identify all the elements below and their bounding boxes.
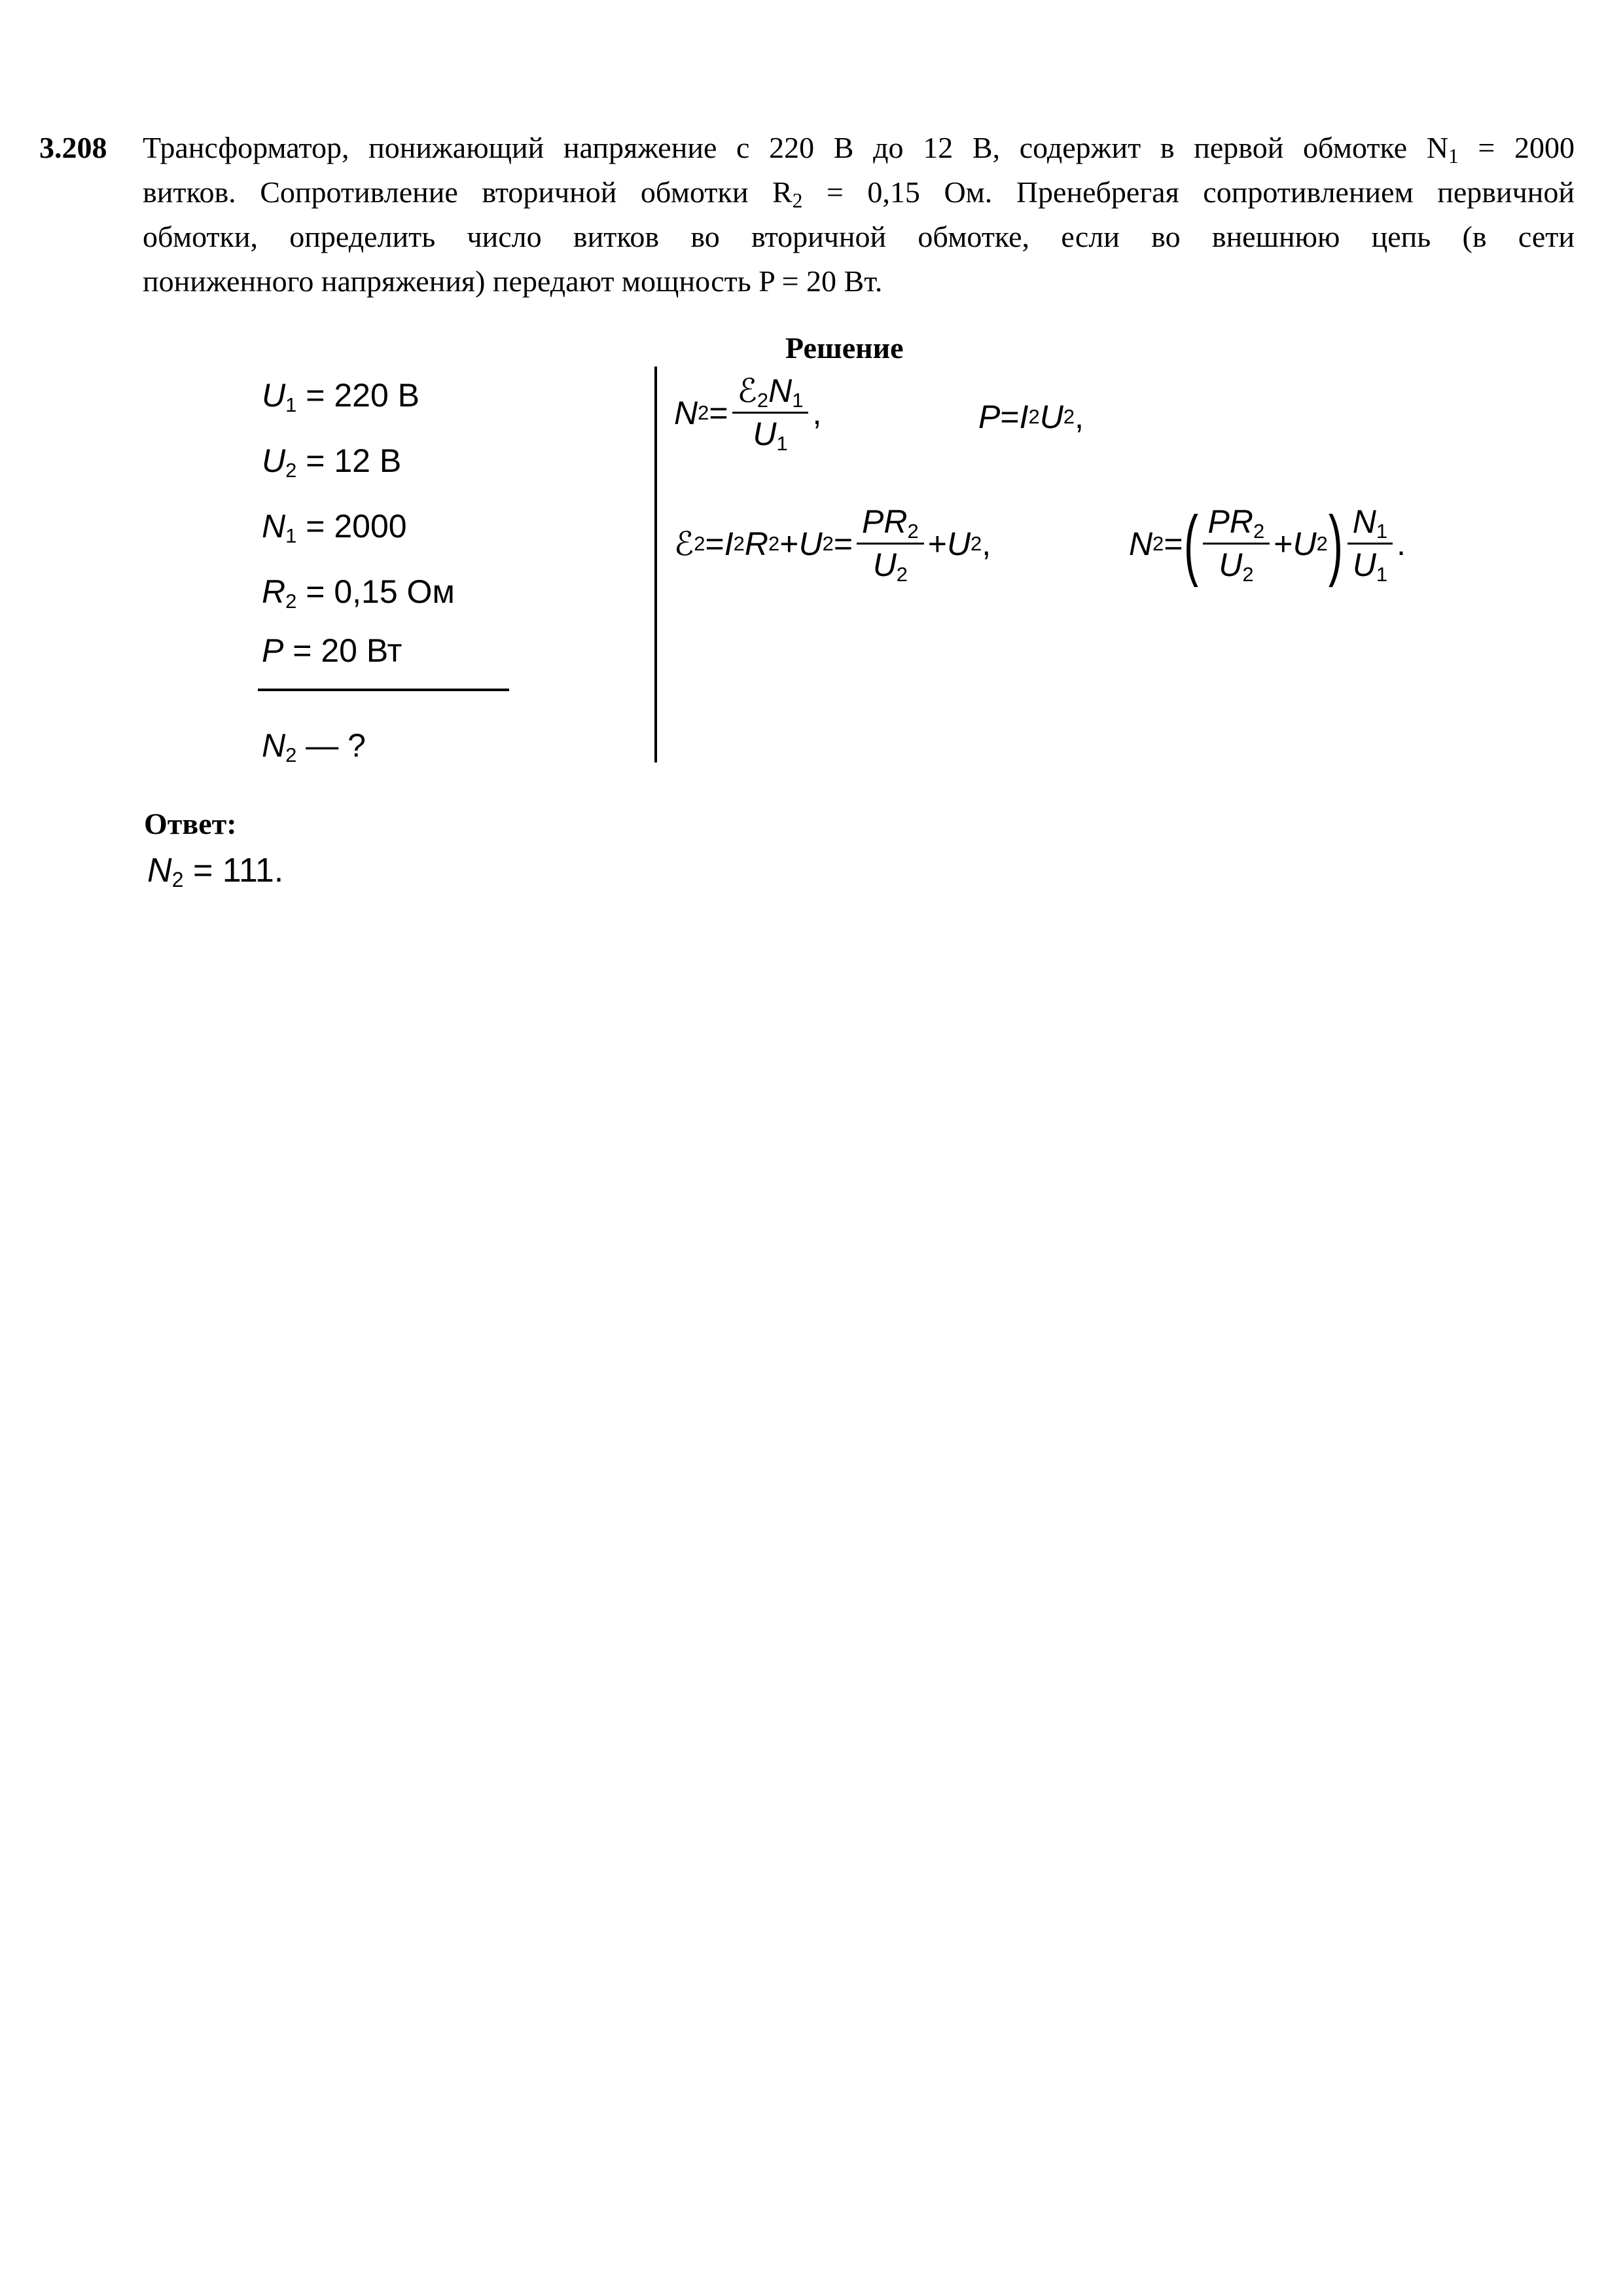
given-find: $N_2$ — ? — [262, 727, 366, 766]
given-u1: $U_1 = 220$ В — [262, 377, 420, 416]
answer-label: Ответ: — [144, 807, 237, 840]
solution-heading: Решение — [785, 331, 904, 365]
formula-emf: ℰ 2 = I 2 R 2 + U 2 = $\frac{PR_2}{U_2}$ + U 2 , — [674, 503, 991, 586]
solution-divider — [654, 367, 657, 762]
given-u2: $U_2 = 12$ В — [262, 442, 402, 482]
formula-power: P = I 2 U 2 , — [978, 399, 1084, 435]
answer-value: $N_2 = 111$. — [147, 852, 284, 892]
problem-text — [143, 126, 1575, 304]
given-p: P = 20 Вт — [262, 632, 402, 669]
problem-line-3: обмотки, определить число витков во вторичной обмотке, если во внешнюю цепь (в сети — [143, 220, 1575, 253]
given-r2: $R_2 = 0,15$ Ом — [262, 573, 455, 613]
problem-line-1: Трансформатор, понижающий напряжение с 220 В до 12 В, содержит в первой обмотке $N_1 = 2000$ — [143, 131, 1575, 168]
problem-line-2: витков. Сопротивление вторичной обмотки $R_2 = 0,15$ Ом. Пренебрегая сопротивлением первичной — [143, 175, 1575, 212]
problem-number: 3.208 — [39, 131, 107, 164]
given-divider — [258, 689, 509, 691]
problem-line-4: пониженного напряжения) передают мощность P = 20 Вт. — [143, 264, 883, 298]
given-n1: $N_1 = 2000$ — [262, 508, 407, 547]
formula-n2-final: N 2 = ( $\frac{PR_2}{U_2}$ + U 2 ) $\frac{N_1}{U_1}$ . — [1129, 499, 1406, 588]
formula-n2-ratio: N 2 = $\frac{ℰ_2N_1}{U_1}$ , — [674, 372, 822, 455]
